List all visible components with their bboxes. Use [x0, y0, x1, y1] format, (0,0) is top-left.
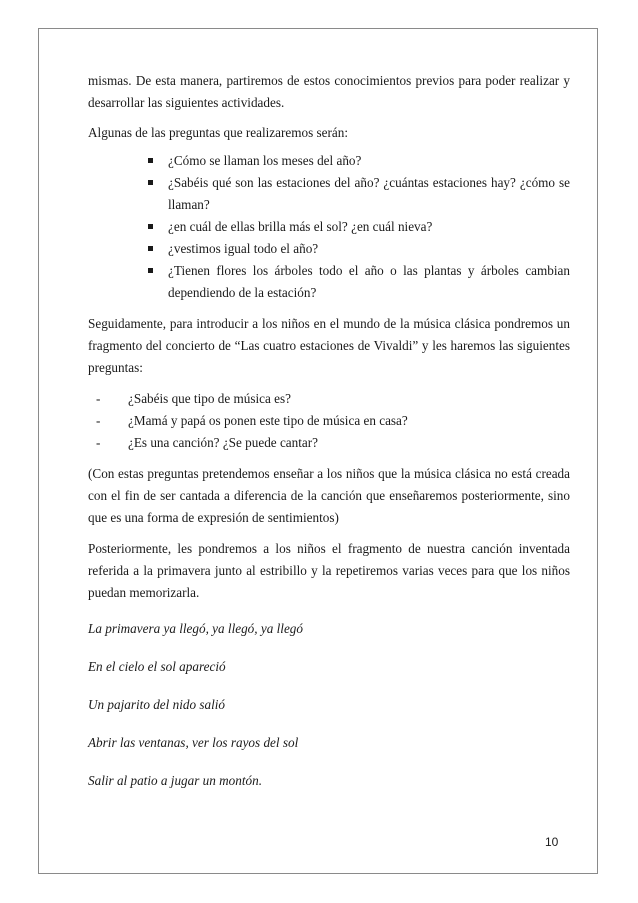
- song-line: Un pajarito del nido salió: [88, 697, 226, 712]
- square-bullet-icon: [148, 224, 153, 229]
- list-item: [88, 432, 570, 454]
- list-item: [88, 172, 570, 216]
- question-text: ¿Mamá y papá os ponen este tipo de música en casa?: [128, 413, 408, 428]
- song-line: En el cielo el sol apareció: [88, 659, 226, 674]
- seasons-question-list: [88, 150, 570, 304]
- list-item: [88, 216, 570, 238]
- question-text: ¿Es una canción? ¿Se puede cantar?: [128, 435, 319, 450]
- song-intro-paragraph: Posteriormente, les pondremos a los niños el fragmento de nuestra canción inventada referida a la primavera junto al estribillo y la repetiremos varias veces para que los niños puedan memorizarla.: [88, 541, 570, 600]
- song-line: Salir al patio a jugar un montón.: [88, 773, 263, 788]
- classical-music-note: (Con estas preguntas pretendemos enseñar a los niños que la música clásica no está creada con el fin de ser cantada a diferencia de la canción que enseñaremos posteriormente, sino que es una forma de expresión de sentimientos): [88, 466, 570, 525]
- square-bullet-icon: [148, 180, 153, 185]
- square-bullet-icon: [148, 268, 153, 273]
- question-text: ¿Sabéis que tipo de música es?: [128, 391, 291, 406]
- dash-marker: -: [96, 413, 101, 428]
- question-text: ¿Cómo se llaman los meses del año?: [168, 153, 362, 168]
- questions-intro: Algunas de las preguntas que realizaremos serán:: [88, 125, 348, 140]
- vivaldi-paragraph: Seguidamente, para introducir a los niños en el mundo de la música clásica pondremos un fragmento del concierto de “Las cuatro estaciones de Vivaldi” y les haremos las siguientes preguntas:: [88, 316, 570, 375]
- song-line: La primavera ya llegó, ya llegó, ya llegó: [88, 621, 303, 636]
- square-bullet-icon: [148, 158, 153, 163]
- list-item: [88, 238, 570, 260]
- list-item: [88, 410, 570, 432]
- list-item: [88, 260, 570, 304]
- square-bullet-icon: [148, 246, 153, 251]
- question-text: ¿Tienen flores los árboles todo el año o las plantas y árboles cambian dependiendo de la estación?: [168, 263, 570, 300]
- music-question-list: [88, 388, 570, 454]
- intro-paragraph: mismas. De esta manera, partiremos de estos conocimientos previos para poder realizar y desarrollar las siguientes actividades.: [88, 73, 570, 110]
- song-line: Abrir las ventanas, ver los rayos del sol: [88, 735, 299, 750]
- document-body: [88, 70, 570, 808]
- question-text: ¿vestimos igual todo el año?: [168, 241, 319, 256]
- dash-marker: -: [96, 435, 101, 450]
- question-text: ¿Sabéis qué son las estaciones del año? ¿cuántas estaciones hay? ¿cómo se llaman?: [168, 175, 570, 212]
- list-item: [88, 150, 570, 172]
- page-number: 10: [545, 835, 559, 849]
- list-item: [88, 388, 570, 410]
- question-text: ¿en cuál de ellas brilla más el sol? ¿en cuál nieva?: [168, 219, 433, 234]
- dash-marker: -: [96, 391, 101, 406]
